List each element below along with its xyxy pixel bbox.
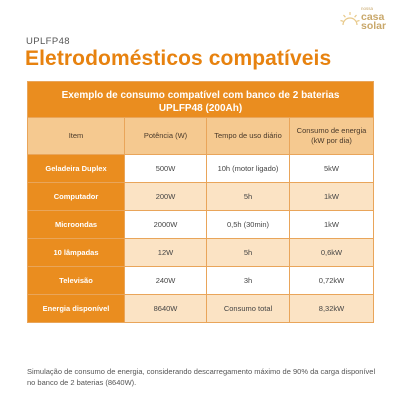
energy-value: 1kW (289, 183, 373, 210)
daily-use-value: 3h (206, 267, 289, 294)
table-row (28, 238, 373, 266)
available-energy-value: 8640W (124, 295, 206, 322)
daily-use-value: 0,5h (30min) (206, 211, 289, 238)
item-name: Geladeira Duplex (28, 155, 124, 182)
table-header-row (28, 118, 373, 154)
power-value: 2000W (124, 211, 206, 238)
item-name: Computador (28, 183, 124, 210)
logo-word-nossa: nossa (361, 6, 374, 11)
item-name: 10 lâmpadas (28, 239, 124, 266)
total-consumption-value: 8,32kW (289, 295, 373, 322)
power-value: 200W (124, 183, 206, 210)
daily-use-value: 5h (206, 183, 289, 210)
logo-word-casa: casa (361, 10, 385, 23)
column-header-energy: Consumo de energia (kW por dia) (289, 118, 373, 154)
brand-logo (339, 7, 395, 35)
consumption-table (27, 81, 374, 323)
table-row-total (28, 294, 373, 322)
table-caption (28, 82, 373, 118)
table-row (28, 266, 373, 294)
energy-value: 5kW (289, 155, 373, 182)
column-header-power: Potência (W) (124, 118, 206, 154)
item-name: Televisão (28, 267, 124, 294)
column-header-daily-use: Tempo de uso diário (206, 118, 289, 154)
daily-use-value: 10h (motor ligado) (206, 155, 289, 182)
item-name: Microondas (28, 211, 124, 238)
footnote: Simulação de consumo de energia, considerando descarregamento máximo de 90% da carga disponível no banco de 2 baterias (8640W). (27, 367, 376, 387)
power-value: 500W (124, 155, 206, 182)
energy-value: 0,72kW (289, 267, 373, 294)
table-row (28, 210, 373, 238)
power-value: 12W (124, 239, 206, 266)
power-value: 240W (124, 267, 206, 294)
column-header-item: Item (28, 118, 124, 154)
table-caption-line2: UPLFP48 (200Ah) (158, 103, 243, 114)
logo-word-solar: solar (361, 20, 387, 32)
table-caption-line1: Exemplo de consumo compatível com banco de 2 baterias (61, 90, 340, 101)
total-consumption-label: Consumo total (206, 295, 289, 322)
logo-wordmark (361, 7, 386, 32)
daily-use-value: 5h (206, 239, 289, 266)
page-title: Eletrodomésticos compatíveis (25, 47, 332, 70)
product-code: UPLFP48 (26, 36, 70, 47)
table-row (28, 182, 373, 210)
energy-value: 1kW (289, 211, 373, 238)
item-name: Energia disponível (28, 295, 124, 322)
sun-icon (339, 9, 361, 31)
table-row (28, 154, 373, 182)
energy-value: 0,6kW (289, 239, 373, 266)
